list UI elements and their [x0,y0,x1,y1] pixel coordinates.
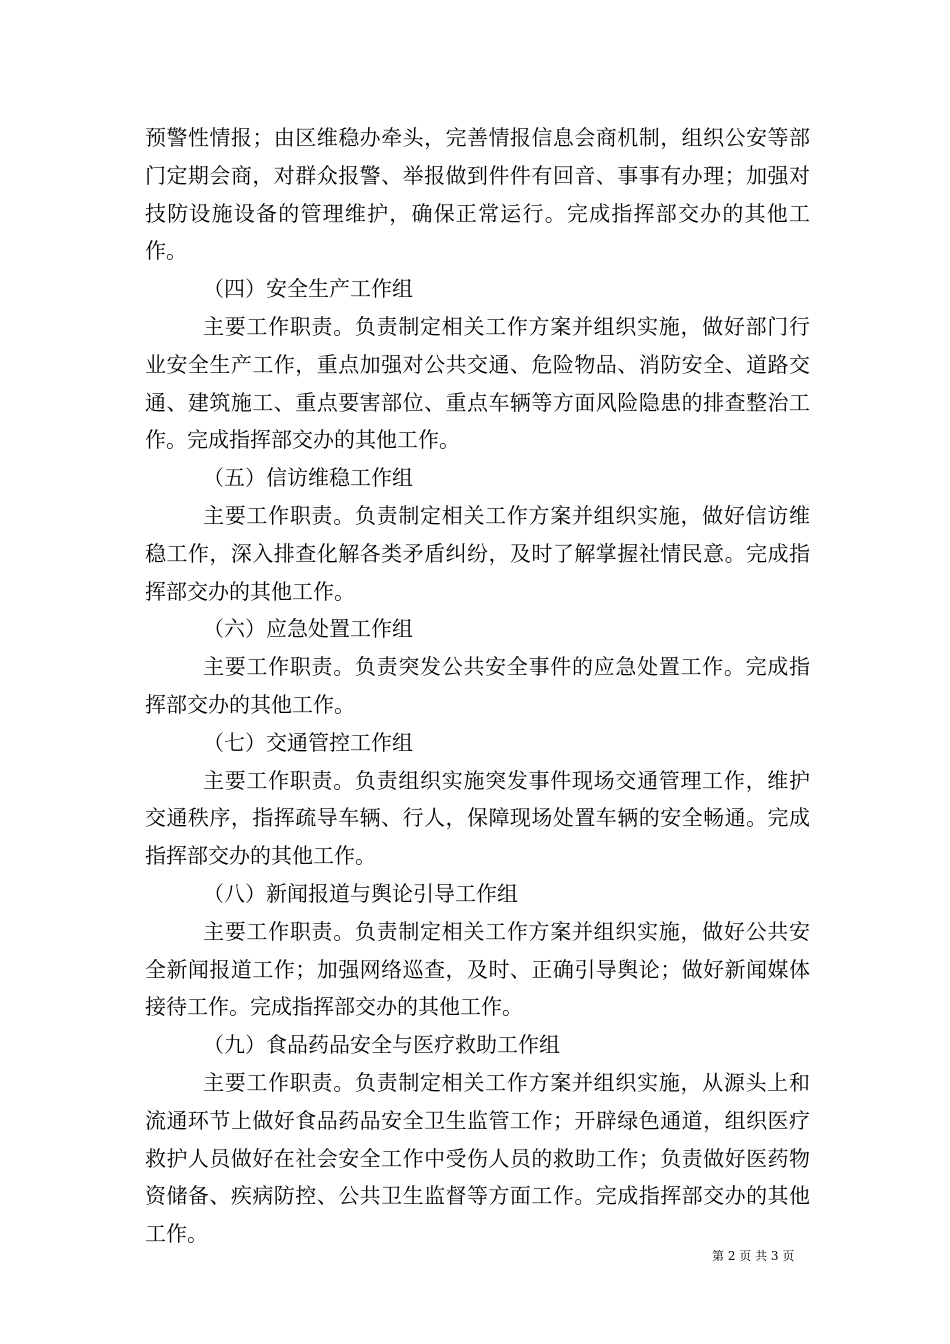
section-body-8: 主要工作职责。负责制定相关工作方案并组织实施，做好公共安全新闻报道工作；加强网络巡查，及时、正确引导舆论；做好新闻媒体接待工作。完成指挥部交办的其他工作。 [145,919,810,1020]
section-body-9: 主要工作职责。负责制定相关工作方案并组织实施，从源头上和流通环节上做好食品药品安全卫生监管工作；开辟绿色通道，组织医疗救护人员做好在社会安全工作中受伤人员的救助工作；负责做好医药物资储备、疾病防控、公共卫生监督等方面工作。完成指挥部交办的其他工作。 [145,1070,810,1247]
document-body [145,120,810,1254]
section-heading-5: （五）信访维稳工作组 [203,466,413,491]
section-body-6: 主要工作职责。负责突发公共安全事件的应急处置工作。完成指挥部交办的其他工作。 [145,655,810,717]
section-body-4: 主要工作职责。负责制定相关工作方案并组织实施，做好部门行业安全生产工作，重点加强对公共交通、危险物品、消防安全、道路交通、建筑施工、重点要害部位、重点车辆等方面风险隐患的排查整治工作。完成指挥部交办的其他工作。 [145,314,810,453]
section-body-7: 主要工作职责。负责组织实施突发事件现场交通管理工作，维护交通秩序，指挥疏导车辆、行人，保障现场处置车辆的安全畅通。完成指挥部交办的其他工作。 [145,768,810,869]
section-heading-9: （九）食品药品安全与医疗救助工作组 [203,1033,560,1058]
section-heading-6: （六）应急处置工作组 [203,617,413,642]
section-body-5: 主要工作职责。负责制定相关工作方案并组织实施，做好信访维稳工作，深入排查化解各类矛盾纠纷，及时了解掌握社情民意。完成指挥部交办的其他工作。 [145,503,810,604]
page-number-footer: 第 2 页 共 3 页 [712,1249,795,1263]
paragraph-continuation: 预警性情报；由区维稳办牵头，完善情报信息会商机制，组织公安等部门定期会商，对群众报警、举报做到件件有回音、事事有办理；加强对技防设施设备的管理维护，确保正常运行。完成指挥部交办的其他工作。 [145,126,810,264]
section-heading-8: （八）新闻报道与舆论引导工作组 [203,881,518,906]
section-heading-4: （四）安全生产工作组 [203,277,413,302]
section-heading-7: （七）交通管控工作组 [203,730,413,755]
